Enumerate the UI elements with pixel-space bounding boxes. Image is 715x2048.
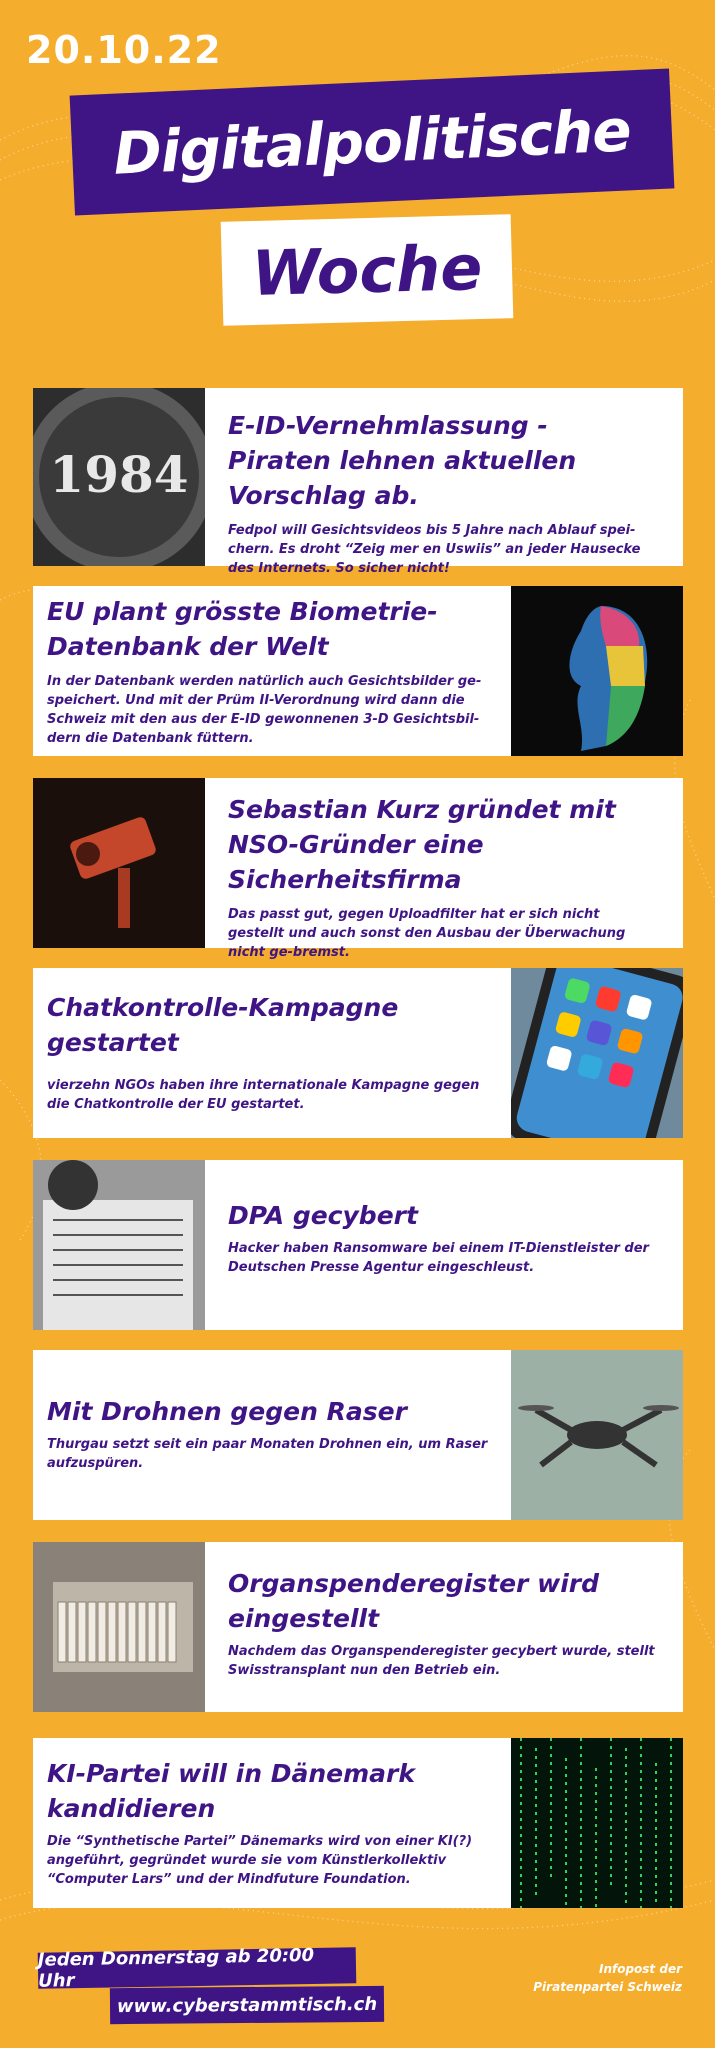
schedule-text: Jeden Donnerstag ab 20:00 Uhr: [37, 1944, 315, 1992]
article-body: Hacker haben Ransomware bei einem IT-Dienstleister der Deutschen Presse Agentur eingeschleust.: [228, 1241, 649, 1275]
article-image-matrix-code: [511, 1738, 683, 1908]
article-card-ki-partei[interactable]: [33, 1738, 683, 1908]
image-1984-label: 1984: [49, 445, 189, 504]
article-image-1984: [33, 388, 205, 566]
page-title-line2: Woche: [250, 230, 484, 310]
article-image-newspaper: [33, 1160, 205, 1330]
article-card-organspende[interactable]: [33, 1542, 683, 1712]
organization-credit: [482, 1960, 682, 1996]
page-title-line1: Digitalpolitische: [112, 96, 632, 188]
article-text-block: [47, 968, 495, 1138]
article-headline: EU plant grösste Biometrie-Datenbank der Welt: [47, 597, 438, 661]
article-headline: Mit Drohnen gegen Raser: [47, 1397, 407, 1426]
article-card-eid[interactable]: [33, 388, 683, 576]
schedule-banner: [37, 1944, 357, 1992]
article-image-smartphone: [511, 968, 683, 1138]
article-headline: Chatkontrolle-Kampagne gestartet: [47, 993, 399, 1057]
article-text-block: [228, 388, 658, 576]
article-body: vierzehn NGOs haben ihre internationale Kampagne gegen die Chatkontrolle der EU gestartet.: [47, 1078, 480, 1112]
article-card-chatkontrolle[interactable]: [33, 968, 683, 1138]
article-body: Nachdem das Organspenderegister gecybert wurde, stellt Swisstransplant nun den Betrieb ein.: [228, 1644, 655, 1678]
article-headline: DPA gecybert: [228, 1201, 418, 1230]
date: 20.10.22: [26, 28, 222, 72]
article-card-kurz[interactable]: [33, 778, 683, 960]
article-body: Das passt gut, gegen Uploadfilter hat er sich nicht gestellt und auch sonst den Ausbau der Überwachung nicht ge-bremst.: [228, 907, 626, 960]
article-card-drohnen[interactable]: [33, 1350, 683, 1520]
article-text-block: [228, 778, 658, 960]
org-line1: Infopost der: [598, 1962, 682, 1976]
article-text-block: [228, 1542, 658, 1712]
article-body: In der Datenbank werden natürlich auch Gesichtsbilder ge-speichert. Und mit der Prüm II-Verordnung wird dann die Schweiz mit den aus der E-ID gewonnenen 3-D Gesichtsbil-dern die Datenbank füttern.: [47, 674, 482, 746]
article-headline: Organspenderegister wird eingestellt: [228, 1569, 599, 1633]
article-headline: Sebastian Kurz gründet mit NSO-Gründer eine Sicherheitsfirma: [228, 795, 616, 894]
article-headline: E-ID-Vernehmlassung - Piraten lehnen aktuellen Vorschlag ab.: [228, 411, 577, 510]
title-banner-line2: [221, 214, 514, 326]
article-text-block: [47, 586, 495, 756]
article-body: Fedpol will Gesichtsvideos bis 5 Jahre nach Ablauf spei-chern. Es droht “Zeig mer en Uswiis” an jeder Hausecke des Internets. So sicher nicht!: [228, 523, 641, 576]
url-banner[interactable]: [110, 1986, 384, 2024]
article-image-filing-cabinet: [33, 1542, 205, 1712]
article-text-block: [47, 1350, 495, 1520]
article-text-block: [228, 1160, 658, 1330]
article-headline: KI-Partei will in Dänemark kandidieren: [47, 1759, 415, 1823]
article-body: Thurgau setzt seit ein paar Monaten Drohnen ein, um Raser aufzuspüren.: [47, 1437, 488, 1471]
article-image-drone: [511, 1350, 683, 1520]
article-text-block: [47, 1738, 495, 1908]
org-line2: Piratenpartei Schweiz: [533, 1980, 682, 1994]
article-card-biometrie[interactable]: [33, 586, 683, 756]
website-link[interactable]: www.cyberstammtisch.ch: [116, 1993, 378, 2017]
article-image-face: [511, 586, 683, 756]
article-card-dpa[interactable]: [33, 1160, 683, 1330]
article-image-camera: [33, 778, 205, 948]
article-body: Die “Synthetische Partei” Dänemarks wird von einer KI(?) angeführt, gegründet wurde sie vom Künstlerkollektiv “Computer Lars” und der Mindfuture Foundation.: [47, 1834, 473, 1887]
